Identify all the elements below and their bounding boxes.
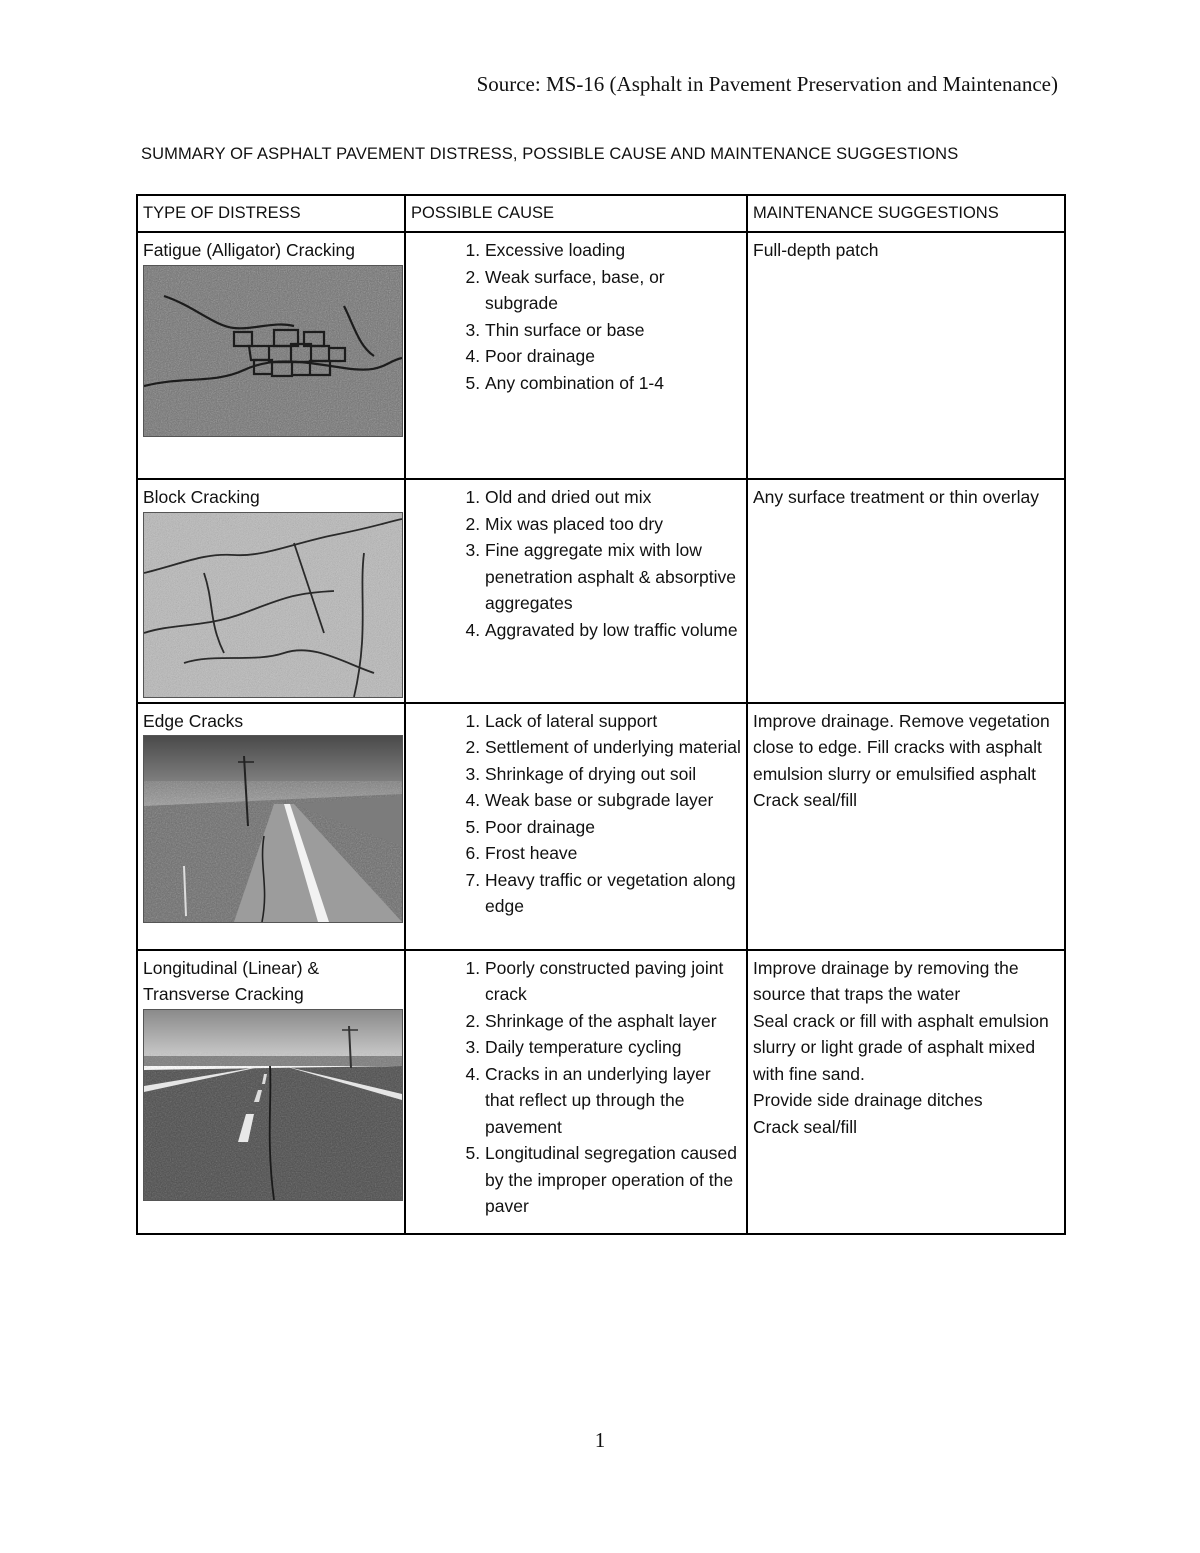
- longitudinal-cracking-photo: [143, 1009, 403, 1201]
- list-item: 6. Frost heave: [485, 840, 742, 867]
- distress-type-label: Edge Cracks: [143, 710, 244, 731]
- distress-type-label: Fatigue (Alligator) Cracking: [143, 240, 356, 260]
- distress-type-cell: [137, 703, 405, 950]
- table-row: [137, 232, 1065, 479]
- alligator-cracking-photo: [143, 265, 403, 437]
- list-item: 4. Poor drainage: [485, 343, 742, 370]
- maintenance-text: Any surface treatment or thin overlay: [753, 487, 1039, 507]
- possible-cause-cell: [405, 950, 747, 1234]
- maintenance-text: Improve drainage by removing the source that traps the water: [753, 957, 1019, 1004]
- distress-type-cell: [137, 950, 405, 1234]
- maintenance-text: Improve drainage. Remove vegetation close to edge. Fill cracks with asphalt emulsion slurry or emulsified asphalt: [753, 710, 1050, 784]
- list-item: 4. Cracks in an underlying layer that reflect up through the pavement: [485, 1061, 742, 1141]
- list-item: 5. Any combination of 1-4: [485, 370, 742, 397]
- distress-type-label: Block Cracking: [143, 487, 260, 507]
- maintenance-cell: [747, 703, 1065, 950]
- distress-type-cell: [137, 479, 405, 703]
- cause-list: [411, 484, 742, 643]
- maintenance-text: Seal crack or fill with asphalt emulsion slurry or light grade of asphalt mixed with fine sand.: [753, 1010, 1049, 1084]
- list-item: 4. Weak base or subgrade layer: [485, 787, 742, 814]
- cause-list: [411, 708, 742, 920]
- maintenance-text: Crack seal/fill: [753, 790, 858, 810]
- table-row: [137, 950, 1065, 1234]
- maintenance-text: Crack seal/fill: [753, 1116, 858, 1137]
- possible-cause-cell: [405, 232, 747, 479]
- distress-type-label: Longitudinal (Linear) &: [143, 957, 320, 978]
- list-item: 2. Mix was placed too dry: [485, 511, 742, 538]
- maintenance-cell: [747, 950, 1065, 1234]
- page-number: 1: [594, 1428, 606, 1452]
- maintenance-text: Full-depth patch: [753, 240, 879, 260]
- list-item: 2. Weak surface, base, or subgrade: [485, 264, 742, 317]
- table-row: [137, 703, 1065, 950]
- possible-cause-cell: [405, 479, 747, 703]
- list-item: 3. Fine aggregate mix with low penetration asphalt & absorptive aggregates: [485, 537, 742, 617]
- list-item: 2. Settlement of underlying material: [485, 734, 742, 761]
- list-item: 1. Excessive loading: [485, 237, 742, 264]
- header-type-of-distress: TYPE OF DISTRESS: [137, 195, 405, 232]
- list-item: 5. Longitudinal segregation caused by the improper operation of the paver: [485, 1140, 742, 1220]
- header-possible-cause: POSSIBLE CAUSE: [405, 195, 747, 232]
- block-cracking-photo: [143, 512, 403, 698]
- list-item: 7. Heavy traffic or vegetation along edge: [485, 867, 742, 920]
- maintenance-cell: [747, 479, 1065, 703]
- possible-cause-cell: [405, 703, 747, 950]
- maintenance-text: Provide side drainage ditches: [753, 1090, 983, 1110]
- list-item: 1. Poorly constructed paving joint crack: [485, 955, 742, 1008]
- header-maintenance-suggestions: MAINTENANCE SUGGESTIONS: [747, 195, 1065, 232]
- list-item: 4. Aggravated by low traffic volume: [485, 617, 742, 644]
- table-header-row: [137, 195, 1065, 232]
- cause-list: [411, 237, 742, 396]
- cause-list: [411, 955, 742, 1220]
- source-citation: Source: MS-16 (Asphalt in Pavement Preservation and Maintenance): [476, 72, 1058, 96]
- document-title: SUMMARY OF ASPHALT PAVEMENT DISTRESS, POSSIBLE CAUSE AND MAINTENANCE SUGGESTIONS: [141, 145, 959, 163]
- list-item: 5. Poor drainage: [485, 814, 742, 841]
- edge-cracks-photo: [143, 735, 403, 923]
- distress-type-cell: [137, 232, 405, 479]
- list-item: 1. Old and dried out mix: [485, 484, 742, 511]
- distress-type-label: Transverse Cracking: [143, 984, 304, 1004]
- list-item: 3. Thin surface or base: [485, 317, 742, 344]
- list-item: 3. Shrinkage of drying out soil: [485, 761, 742, 788]
- maintenance-cell: [747, 232, 1065, 479]
- table-row: [137, 479, 1065, 703]
- list-item: 3. Daily temperature cycling: [485, 1034, 742, 1061]
- distress-table: [136, 194, 1066, 1235]
- list-item: 1. Lack of lateral support: [485, 708, 742, 735]
- list-item: 2. Shrinkage of the asphalt layer: [485, 1008, 742, 1035]
